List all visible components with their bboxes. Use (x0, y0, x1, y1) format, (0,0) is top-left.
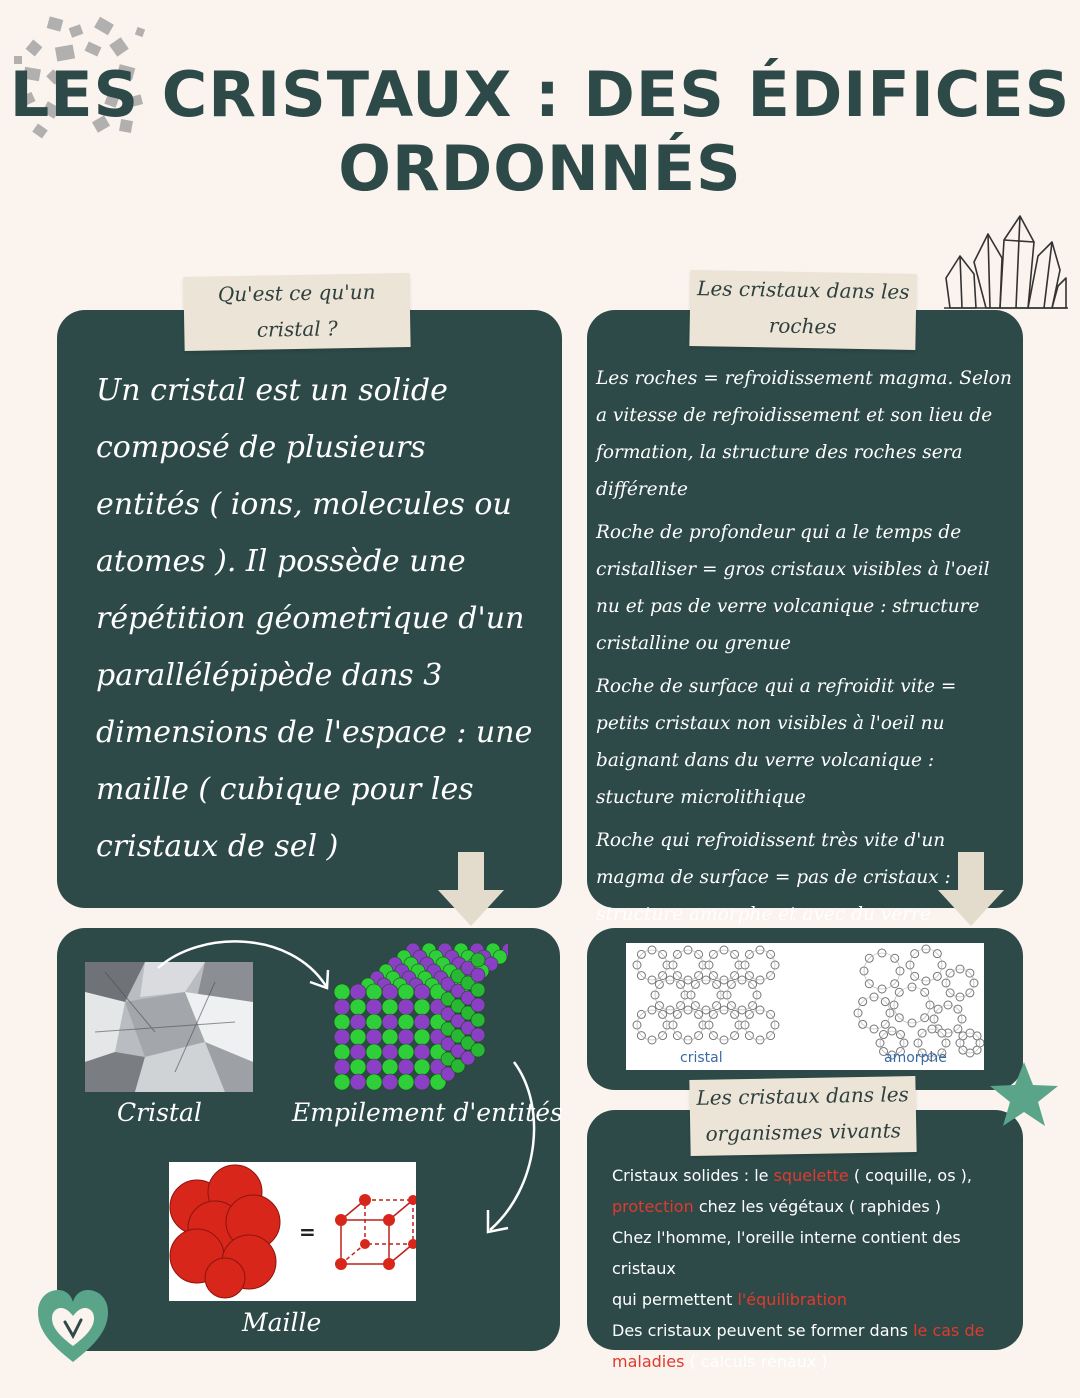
sphere (334, 1059, 350, 1075)
sphere (398, 999, 414, 1015)
sphere (382, 1059, 398, 1075)
sphere (350, 999, 366, 1015)
sphere (471, 983, 485, 997)
sphere (366, 984, 382, 1000)
sphere (382, 984, 398, 1000)
organisms-line (612, 1315, 1012, 1346)
sphere (366, 999, 382, 1015)
sphere (398, 1029, 414, 1045)
crystal-amorphous-image (626, 943, 984, 1070)
maille-label: Maille (242, 1308, 322, 1337)
sphere (471, 1043, 485, 1057)
organisms-tape-label (689, 1076, 916, 1156)
organisms-text (612, 1160, 1012, 1377)
rocks-tape-label (689, 270, 916, 350)
rocks-tape-line-1: Les cristaux dans les (696, 276, 910, 304)
sphere (471, 1028, 485, 1042)
organisms-line (612, 1160, 1012, 1191)
sphere (398, 1059, 414, 1075)
text-span: qui permettent (612, 1290, 738, 1309)
highlight-span: l'équilibration (737, 1290, 847, 1309)
organisms-line (612, 1346, 1012, 1377)
highlight-span: squelette (773, 1166, 849, 1185)
sphere (382, 1014, 398, 1030)
sphere (414, 984, 430, 1000)
text-span: ( coquille, os ), (848, 1166, 972, 1185)
cristal-label: Cristal (117, 1098, 202, 1127)
sphere (398, 1014, 414, 1030)
sphere (366, 1044, 382, 1060)
sphere (350, 1044, 366, 1060)
sphere (398, 1074, 414, 1090)
definition-tape-line-2: cristal ? (256, 316, 338, 342)
sphere (382, 999, 398, 1015)
unit-cell-image (169, 1162, 416, 1301)
sphere (334, 1014, 350, 1030)
sphere (366, 1059, 382, 1075)
highlight-span: protection (612, 1197, 694, 1216)
rocks-paragraph: Roche de surface qui a refroidit vite = petits cristaux non visibles à l'oeil nu baignant dans du verre volcanique : stucture microlithique (596, 676, 957, 808)
sphere (334, 1044, 350, 1060)
sphere (350, 1029, 366, 1045)
empilement-label: Empilement d'entités (292, 1098, 563, 1127)
definition-text: Un cristal est un solide composé de plusieurs entités ( ions, molecules ou atomes ). Il possède une répétition géometrique d'un parallélépipède dans 3 dimensions de l'espace : une maille ( cubique pour les cristaux de sel ) (96, 373, 533, 864)
organisms-line (612, 1191, 1012, 1222)
ring (910, 949, 942, 981)
page-title (0, 58, 1080, 206)
page-title-line-2: ORDONNÉS (338, 132, 742, 205)
organisms-line (612, 1284, 1012, 1315)
sphere (414, 1014, 430, 1030)
rocks-paragraph: Roche de profondeur qui a le temps de cristalliser = gros cristaux visibles à l'oeil nu et pas de verre volcanique : structure cristalline ou grenue (596, 522, 990, 654)
heart-icon (34, 1286, 112, 1368)
sphere (414, 1074, 430, 1090)
organisms-line: Chez l'homme, l'oreille interne contient des cristaux (612, 1228, 961, 1278)
text-span: chez les végétaux ( raphides ) (693, 1197, 941, 1216)
highlight-span: le cas de (913, 1321, 985, 1340)
sphere (382, 1029, 398, 1045)
sphere (334, 1029, 350, 1045)
sphere (366, 1014, 382, 1030)
ring (864, 953, 900, 989)
sphere (414, 1059, 430, 1075)
sphere (366, 1029, 382, 1045)
sphere (398, 1044, 414, 1060)
ring (858, 997, 890, 1029)
stacking-spheres-diagram (328, 940, 508, 1100)
sphere (382, 1044, 398, 1060)
sphere (334, 999, 350, 1015)
organisms-tape-line-1: Les cristaux dans les (696, 1082, 910, 1110)
down-arrow-icon (938, 852, 1004, 926)
rocks-paragraph: Les roches = refroidissement magma. Selon a vitesse de refroidissement et son lieu de formation, la structure des roches sera différente (596, 368, 1012, 500)
definition-tape-label (183, 273, 410, 351)
sphere (471, 953, 485, 967)
organisms-tape-line-2: organismes vivants (705, 1118, 902, 1146)
equals-sign: = (299, 1220, 316, 1244)
star-icon (988, 1060, 1060, 1128)
sphere (382, 1074, 398, 1090)
cristal-structure-label: cristal (680, 1050, 723, 1066)
crystal-cluster-icon (940, 212, 1068, 318)
sphere (414, 999, 430, 1015)
sphere (471, 1013, 485, 1027)
sphere (334, 984, 350, 1000)
sphere (350, 1059, 366, 1075)
text-span: Des cristaux peuvent se former dans (612, 1321, 914, 1340)
sphere (398, 984, 414, 1000)
sphere (366, 1074, 382, 1090)
definition-tape-line-1: Qu'est ce qu'un (217, 279, 376, 307)
sphere (350, 984, 366, 1000)
sphere (334, 1074, 350, 1090)
sphere (350, 1014, 366, 1030)
page-title-line-1: LES CRISTAUX : DES ÉDIFICES (9, 58, 1071, 131)
highlight-span: maladies (612, 1352, 685, 1371)
rocks-paragraph: Roche qui refroidissent très vite d'un magma de surface = pas de cristaux : structure amorphe et avec du verre (596, 830, 951, 925)
text-span: Cristaux solides : le (612, 1166, 774, 1185)
sphere (350, 1074, 366, 1090)
sphere (471, 968, 485, 982)
ring (894, 987, 930, 1023)
curved-arrow-icon (150, 930, 340, 1000)
rocks-tape-line-2: roches (768, 313, 837, 339)
amorphe-structure-label: amorphe (884, 1050, 947, 1066)
unit-cell-diagram (169, 1162, 416, 1301)
down-arrow-icon (438, 852, 504, 926)
sphere (471, 998, 485, 1012)
text-span: ( calculs rénaux ) (684, 1352, 828, 1371)
sphere (414, 1044, 430, 1060)
sphere (414, 1029, 430, 1045)
